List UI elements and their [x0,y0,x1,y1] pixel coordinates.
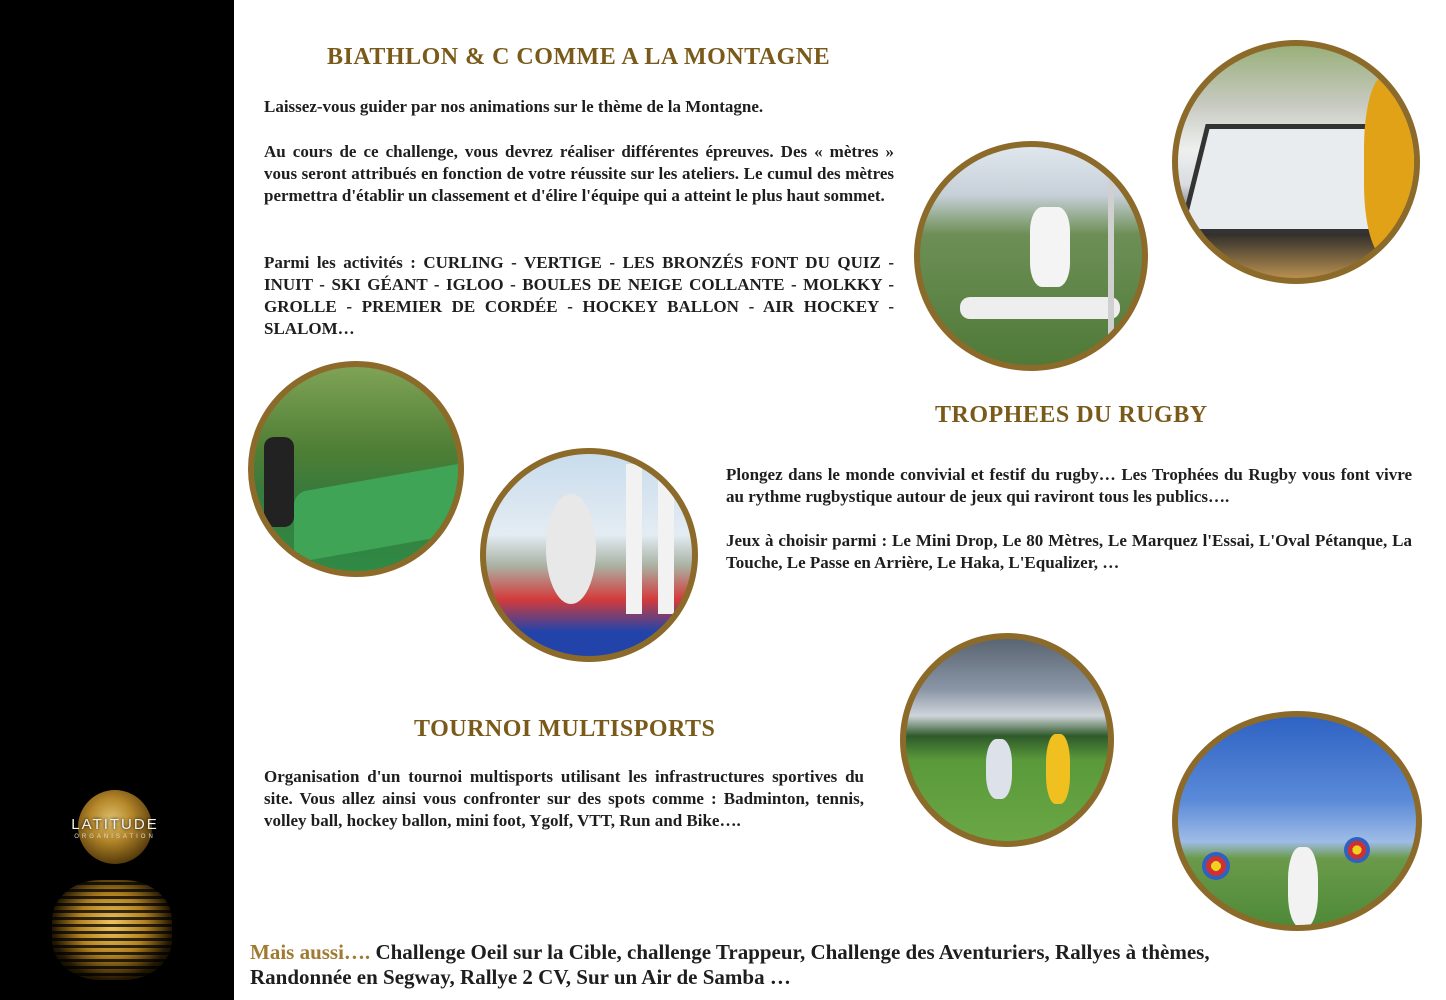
biathlon-intro: Laissez-vous guider par nos animations sur le thème de la Montagne. [264,97,764,116]
rugby-description: Plongez dans le monde convivial et festif du rugby… Les Trophées du Rugby vous font vivre au rythme rugbystique autour de jeux qui raviront tous les publics…. [726,465,1412,506]
photo-inflatable-game [248,361,464,577]
photo-curling-table [1172,40,1420,284]
biathlon-activities: Parmi les activités : CURLING - VERTIGE - LES BRONZÉS FONT DU QUIZ - INUIT - SKI GÉANT - IGLOO - BOULES DE NEIGE COLLANTE - MOLKKY - GROLLE - PREMIER DE CORDÉE - HOCKEY BALLON - AIR HOCKEY - SLALOM… [264,253,894,338]
footer-activities: Challenge Oeil sur la Cible, challenge Trappeur, Challenge des Aventuriers, Rallyes à thèmes, Randonnée en Segway, Rallye 2 CV, Sur un Air de Samba … [250,940,1210,989]
footer-text [250,940,1250,990]
multisports-title: TOURNOI MULTISPORTS [414,716,716,742]
biathlon-title: BIATHLON & C COMME A LA MONTAGNE [327,44,831,70]
logo-subtitle: ORGANISATION [74,834,156,840]
water-reflection-image [52,880,172,980]
multisports-description: Organisation d'un tournoi multisports utilisant les infrastructures sportives du site. Vous allez ainsi vous confronter sur des spots comme : Badminton, tennis, volley ball, hockey ballon, mini foot, Ygolf, VTT, Run and Bike…. [264,767,864,830]
footer-lead: Mais aussi…. [250,940,371,964]
rugby-title: TROPHEES DU RUGBY [935,402,1208,428]
biathlon-description: Au cours de ce challenge, vous devrez réaliser différentes épreuves. Des « mètres » vous seront attribués en fonction de votre réussite sur les ateliers. Le cumul des mètres permettra d'établir un classement et d'élire l'équipe qui a atteint le plus haut sommet. [264,142,894,205]
photo-biathlon-shooting [914,141,1148,371]
photo-archery [1172,711,1422,931]
rugby-games: Jeux à choisir parmi : Le Mini Drop, Le 80 Mètres, Le Marquez l'Essai, L'Oval Pétanque, La Touche, Le Passe en Arrière, Le Haka, L'Equalizer, … [726,531,1412,572]
photo-rugby-posts [480,448,698,662]
sidebar [0,0,234,1000]
photo-multisports-field [900,633,1114,847]
logo-text: LATITUDE [71,816,159,833]
